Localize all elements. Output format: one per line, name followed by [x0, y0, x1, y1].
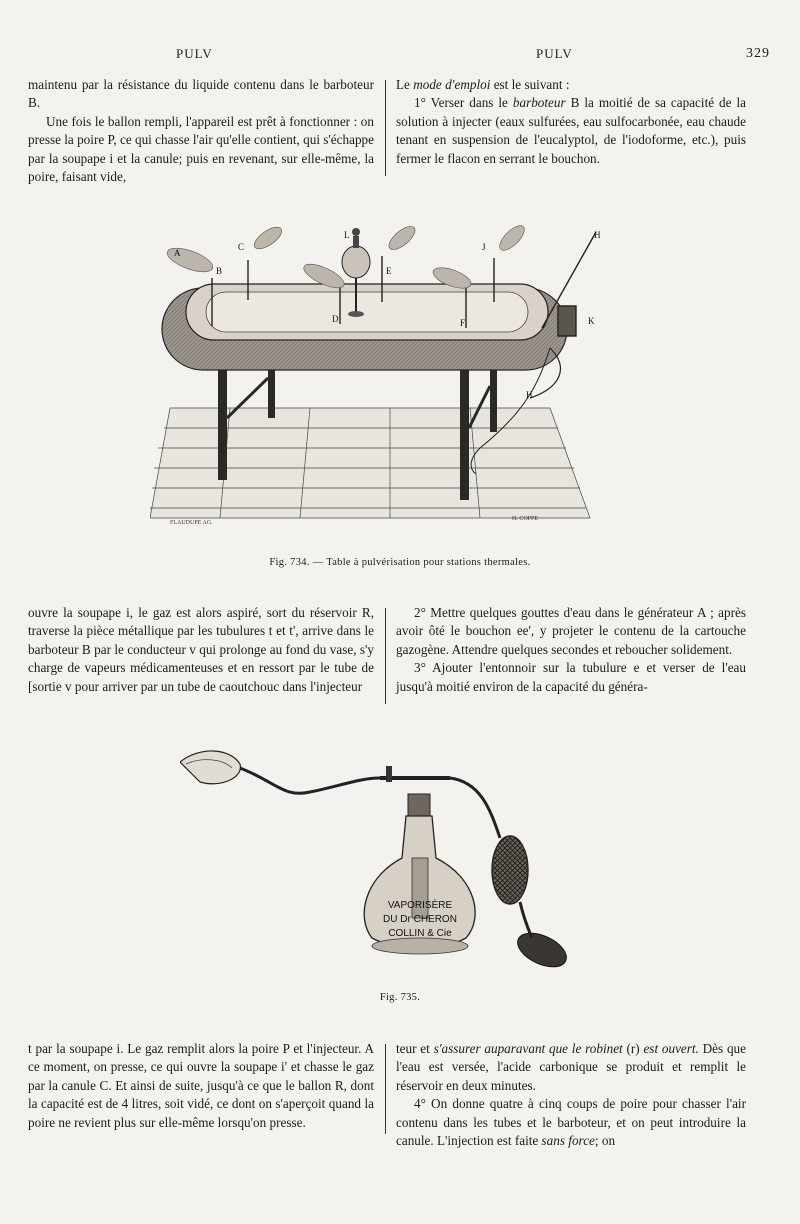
label-K: K	[588, 316, 595, 326]
paragraph: 2° Mettre quelques gouttes d'eau dans le générateur A ; après avoir ôté le bouchon ee', y projeter le contenu de la cartouche gazogène. Attendre quelques secondes et reboucher solidement.	[396, 605, 746, 657]
paragraph: ouvre la soupape i, le gaz est alors aspiré, sort du réservoir R, traverse la pièce métallique par les tubulures t et t', arrive dans le barboteur B par le conducteur v qui prolonge au fond du vase, s'y charge de vapeurs médicamenteuses et en ressort par le tube de [sortie v pour arriver par un tube de caoutchouc dans l'injecteur	[28, 605, 374, 694]
block2-right-column	[396, 604, 746, 696]
running-head	[28, 46, 770, 66]
label-A: A	[174, 248, 181, 258]
text-run: ; on	[594, 1133, 616, 1149]
text-run: Dès que l'eau est versée, l'acide carbonique se produit et remplit le réservoir en deux minutes.	[396, 1041, 746, 1093]
figure-734-illustration	[150, 218, 610, 540]
bottle-line-2: DU Dr CHERON	[383, 914, 457, 925]
floor-planks	[150, 408, 590, 518]
column-rule	[385, 80, 386, 176]
text-run-italic: barboteur	[512, 95, 566, 111]
text-run: 1° Verser dans le	[414, 95, 513, 111]
vaporizer-engraving	[180, 738, 600, 988]
text-run: 4° On donne quatre à cinq coups de poire pour chasser l'air contenu dans les tubes et le barboteur, et on peut introduire la canule. L'injection est faite	[396, 1096, 746, 1149]
text-run: B la moitié de sa capacité de la solution à injecter (eaux sulfurées, eau sulfocarbonée, eau chaude tenant en suspension de l'eucalyptol, de l'iodoforme, etc.), puis fermer le flacon en serrant le bouchon.	[396, 95, 746, 166]
bottle	[364, 766, 475, 954]
bulbs	[492, 836, 571, 974]
text-run-italic: mode d'emploi	[413, 77, 491, 92]
text-run: teur et	[396, 1041, 434, 1056]
paragraph: Une fois le ballon rempli, l'appareil est prêt à fonctionner : on presse la poire P, ce qui chasse l'air qu'elle contient, qui s'échappe par la soupape i et la canule; puis en revenant, sur elle-même, la poire, faisant vide,	[28, 113, 374, 185]
label-J: J	[482, 242, 486, 252]
block1-left-column	[28, 76, 374, 186]
paragraph: 3° Ajouter l'entonnoir sur la tubulure e et verser de l'eau jusqu'à moitié environ de la capacité du généra-	[396, 660, 746, 694]
text-run: Le	[396, 77, 414, 92]
block3-right-column	[396, 1040, 746, 1150]
column-rule	[385, 1044, 386, 1134]
block2-left-column	[28, 604, 374, 696]
paragraph	[396, 1095, 746, 1150]
paragraph	[396, 1040, 746, 1095]
text-run: (r)	[622, 1041, 644, 1056]
table-top	[162, 284, 567, 370]
text-run-italic: est ouvert.	[643, 1041, 699, 1056]
paragraph: maintenu par la résistance du liquide contenu dans le barboteur B.	[28, 77, 374, 111]
signature-left: FLAUDUPE AG.	[170, 520, 213, 526]
column-rule	[385, 608, 386, 704]
text-run-italic: sans force	[541, 1133, 595, 1149]
label-H-top: H	[594, 230, 601, 240]
text-run-italic: s'assurer auparavant que le robinet	[433, 1041, 623, 1056]
bottle-inscription	[383, 898, 457, 939]
header-left: PULV	[176, 46, 213, 61]
label-F: F	[460, 318, 466, 328]
spray-table-engraving	[150, 218, 610, 540]
block3-left-column	[28, 1040, 374, 1132]
paragraph	[396, 76, 746, 94]
header-right: PULV	[536, 46, 573, 61]
label-E: E	[386, 266, 392, 276]
label-C: C	[238, 242, 245, 252]
figure-734-caption: Fig. 734. — Table à pulvérisation pour stations thermales.	[269, 557, 531, 568]
block1-right-column	[396, 76, 746, 168]
bottle-line-3: COLLIN & Cie	[388, 928, 452, 939]
signature-right: H. COPPE	[512, 516, 539, 522]
label-L: L	[344, 230, 350, 240]
label-D: D	[332, 314, 339, 324]
paragraph: t par la soupape i. Le gaz remplit alors la poire P et l'injecteur. A ce moment, on presse, ce qui ouvre la soupape i' et chasse le gaz par la canule C. Et ainsi de suite, jusqu'à ce que le ballon R, dont la capacité est de 4 litres, soit vidé, ce dont on s'aperçoit quand la poire ne revient plus sur elle-même lorsqu'on presse.	[28, 1041, 374, 1130]
label-B: B	[216, 266, 223, 276]
figure-735-caption: Fig. 735.	[379, 992, 421, 1003]
figure-735-illustration	[180, 738, 600, 988]
bottle-line-1: VAPORISÈRE	[387, 900, 453, 911]
tube-right	[380, 778, 500, 838]
page-number: 329	[746, 46, 770, 61]
nozzle	[180, 751, 380, 793]
paragraph	[396, 94, 746, 168]
label-H-bottom: H	[526, 390, 533, 400]
text-run: est le suivant :	[490, 77, 570, 92]
